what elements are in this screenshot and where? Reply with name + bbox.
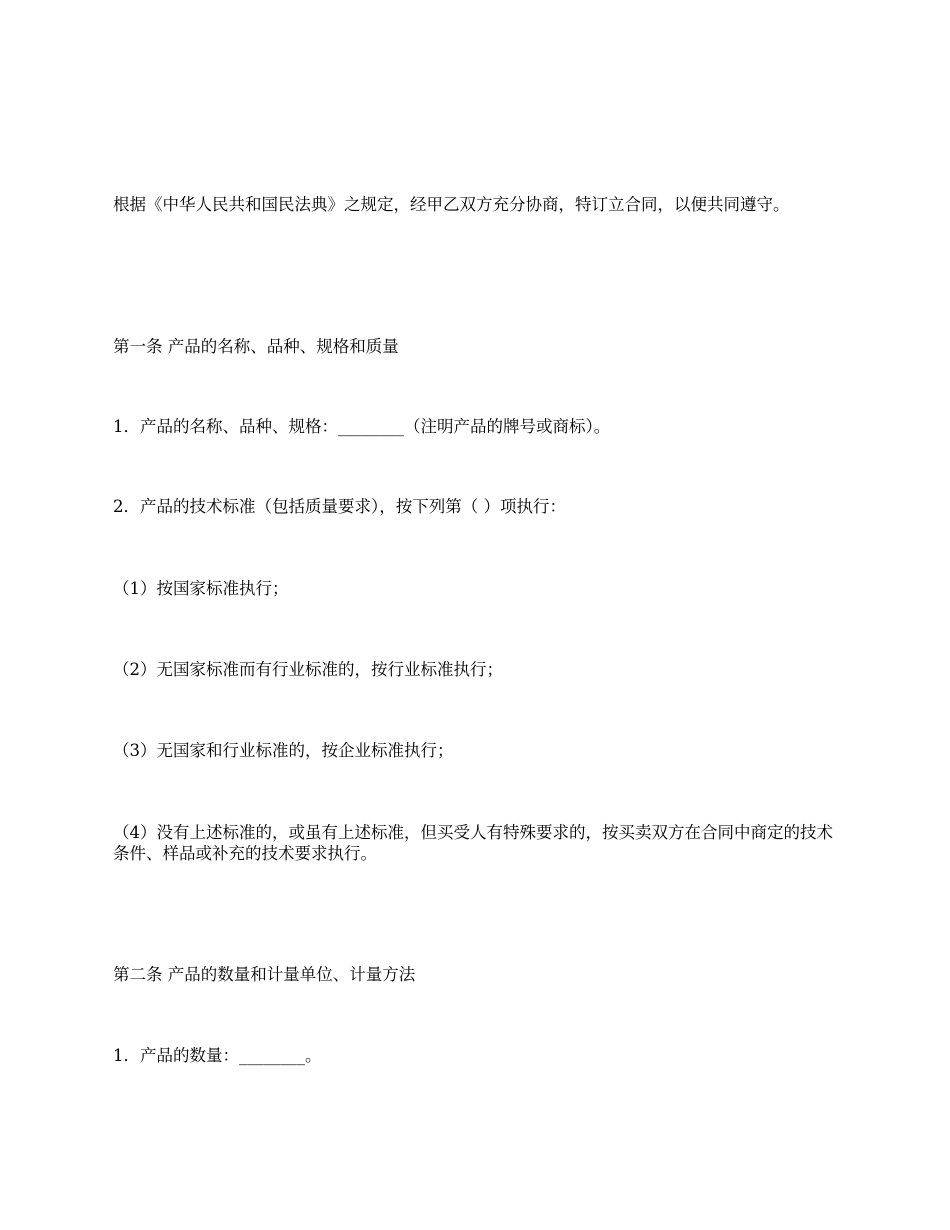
standard-option-3: （3）无国家和行业标准的，按企业标准执行； [113, 741, 454, 760]
article-2-item-1: 1．产品的数量：________。 [113, 1046, 322, 1065]
article-1-item-1: 1．产品的名称、品种、规格：________（注明产品的牌号或商标）。 [113, 417, 611, 436]
standard-option-2: （2）无国家标准而有行业标准的，按行业标准执行； [113, 660, 503, 679]
article-2-heading: 第二条 产品的数量和计量单位、计量方法 [113, 965, 416, 984]
standard-option-4: （4）没有上述标准的，或虽有上述标准，但买受人有特殊要求的，按买卖双方在合同中商定的技术条件、样品或补充的技术要求执行。 [113, 823, 833, 863]
intro-paragraph: 根据《中华人民共和国民法典》之规定，经甲乙双方充分协商，特订立合同，以便共同遵守。 [113, 195, 790, 214]
article-1-item-2: 2．产品的技术标准（包括质量要求），按下列第（ ）项执行： [113, 497, 566, 516]
standard-option-1: （1）按国家标准执行； [113, 579, 289, 598]
article-1-heading: 第一条 产品的名称、品种、规格和质量 [113, 337, 399, 356]
